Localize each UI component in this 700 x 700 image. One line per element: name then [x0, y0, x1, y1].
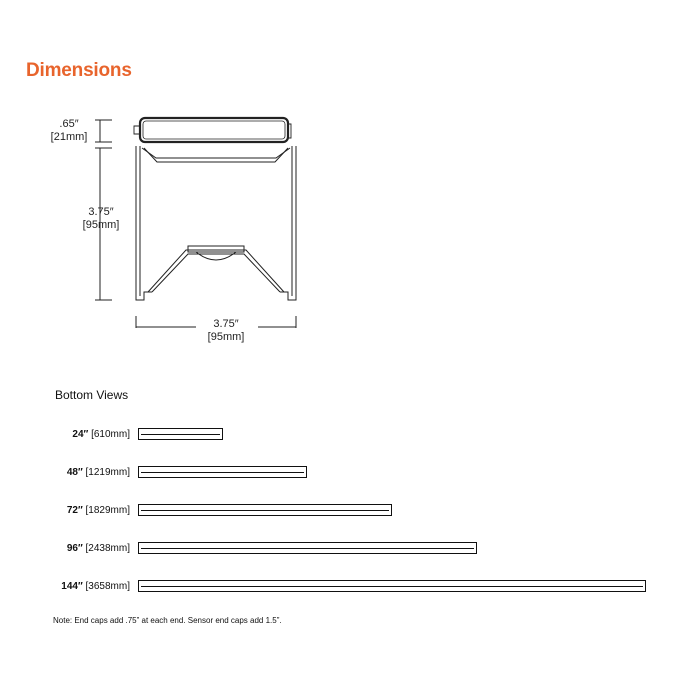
bottom-view-label	[67, 505, 130, 516]
bottom-view-length-inch: 72″	[66, 505, 83, 516]
bottom-view-bar	[138, 504, 392, 516]
bottom-view-length-inch: 24″	[72, 429, 89, 440]
width-dimension-label	[188, 318, 264, 344]
bottom-views-title: Bottom Views	[55, 388, 129, 402]
height-dimension-mm: [95mm]	[82, 219, 120, 231]
bottom-view-length-inch: 96″	[66, 543, 83, 554]
top-dimension-label	[44, 118, 94, 144]
top-cap-profile	[134, 118, 291, 142]
bottom-view-length-mm: [3658mm]	[82, 581, 130, 592]
bottom-view-length-inch: 48″	[66, 467, 83, 478]
bottom-view-bar	[138, 466, 307, 478]
top-dimension-bracket	[95, 120, 112, 142]
bottom-view-bar	[138, 542, 477, 554]
bottom-view-label	[67, 543, 130, 554]
top-dimension-inch: .65″	[59, 118, 79, 130]
bottom-view-label	[72, 429, 130, 440]
page-title: Dimensions	[26, 60, 132, 81]
height-dimension-label	[72, 206, 130, 232]
bottom-view-length-mm: [2438mm]	[82, 543, 130, 554]
width-dimension-mm: [95mm]	[207, 331, 245, 343]
bottom-view-length-mm: [1219mm]	[82, 467, 130, 478]
top-dimension-mm: [21mm]	[50, 131, 88, 143]
bottom-view-length-mm: [610mm]	[88, 429, 130, 440]
bottom-view-label	[61, 581, 130, 592]
bottom-view-bar	[138, 580, 646, 592]
bottom-view-bar	[138, 428, 223, 440]
housing-profile	[136, 146, 296, 300]
width-dimension-inch: 3.75″	[213, 318, 239, 330]
end-cap-note: Note: End caps add .75” at each end. Sensor end caps add 1.5”.	[53, 616, 282, 625]
height-dimension-inch: 3.75″	[88, 206, 114, 218]
bottom-view-length-inch: 144″	[61, 581, 83, 592]
bottom-view-label	[67, 467, 130, 478]
bottom-view-length-mm: [1829mm]	[82, 505, 130, 516]
